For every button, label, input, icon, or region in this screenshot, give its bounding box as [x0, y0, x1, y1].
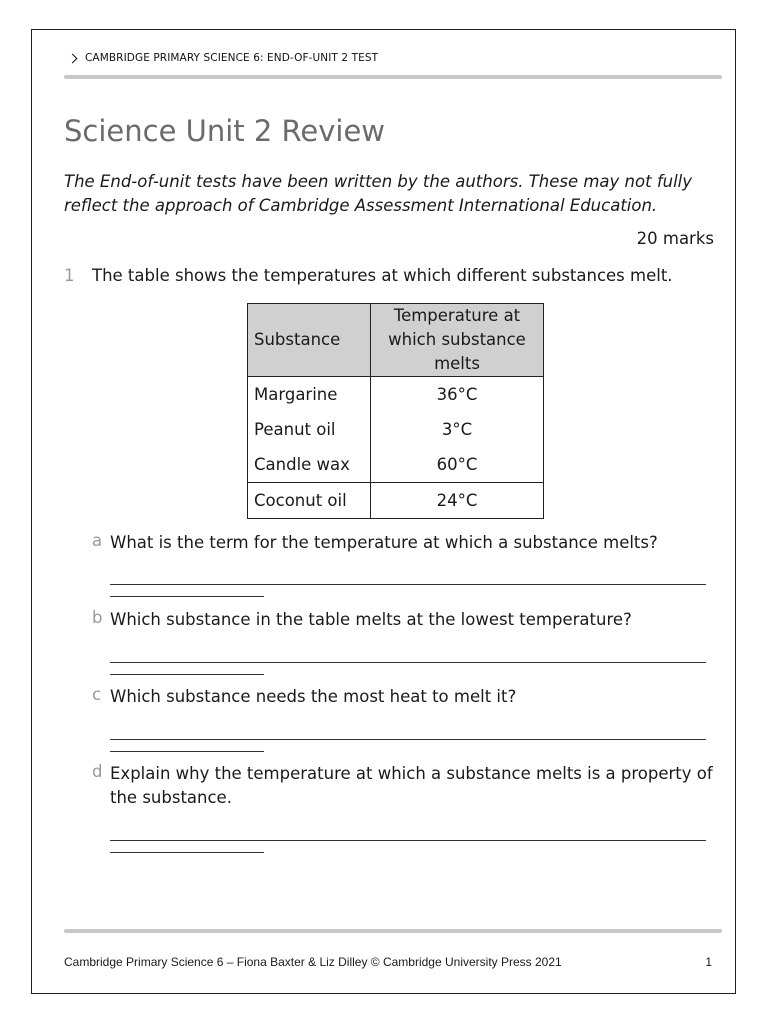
table-row	[248, 377, 544, 413]
subquestion-letter: c	[92, 685, 102, 704]
running-header	[68, 52, 378, 64]
table-cell-substance: Margarine	[248, 377, 371, 413]
table-cell-temperature: 24°C	[371, 483, 544, 519]
subquestion-text: Explain why the temperature at which a substance melts is a property of the substance.	[110, 764, 713, 807]
answer-lines-a[interactable]	[110, 584, 706, 597]
subquestion-letter: a	[92, 531, 103, 550]
table-header-temperature: Temperature at which substance melts	[371, 304, 544, 377]
table-row	[248, 483, 544, 519]
subquestion-letter: d	[92, 762, 103, 781]
subquestion-text: What is the term for the temperature at which a substance melts?	[110, 533, 658, 552]
answer-lines-d[interactable]	[110, 840, 706, 853]
table-cell-temperature: 3°C	[371, 412, 544, 447]
intro-note: The End-of-unit tests have been written by the authors. These may not fully reflect the approach of Cambridge Assessment International Education.	[64, 172, 693, 215]
answer-lines-b[interactable]	[110, 662, 706, 675]
subquestion-letter: b	[92, 608, 103, 627]
page-title: Science Unit 2 Review	[64, 114, 386, 148]
table-cell-substance: Coconut oil	[248, 483, 371, 519]
table-row	[248, 412, 544, 447]
header-divider	[64, 75, 722, 79]
table-row	[248, 447, 544, 483]
table-header-row	[248, 304, 544, 377]
table-cell-substance: Peanut oil	[248, 412, 371, 447]
table-cell-substance: Candle wax	[248, 447, 371, 483]
page-number: 1	[705, 955, 712, 969]
table-cell-temperature: 36°C	[371, 377, 544, 413]
question-number: 1	[64, 266, 75, 285]
subquestion-text: Which substance in the table melts at the lowest temperature?	[110, 610, 632, 629]
footer-divider	[64, 929, 722, 933]
table-cell-temperature: 60°C	[371, 447, 544, 483]
subquestion-text: Which substance needs the most heat to melt it?	[110, 687, 517, 706]
running-title: CAMBRIDGE PRIMARY SCIENCE 6: END-OF-UNIT 2 TEST	[85, 52, 379, 64]
question-text: The table shows the temperatures at which different substances melt.	[92, 266, 673, 285]
total-marks: 20 marks	[636, 229, 714, 248]
table-header-substance: Substance	[248, 304, 371, 377]
answer-lines-c[interactable]	[110, 739, 706, 752]
chevron-right-icon	[68, 53, 78, 63]
footer-credit: Cambridge Primary Science 6 – Fiona Baxter & Liz Dilley © Cambridge University Press 2021	[64, 955, 562, 969]
melting-point-table	[247, 303, 544, 519]
